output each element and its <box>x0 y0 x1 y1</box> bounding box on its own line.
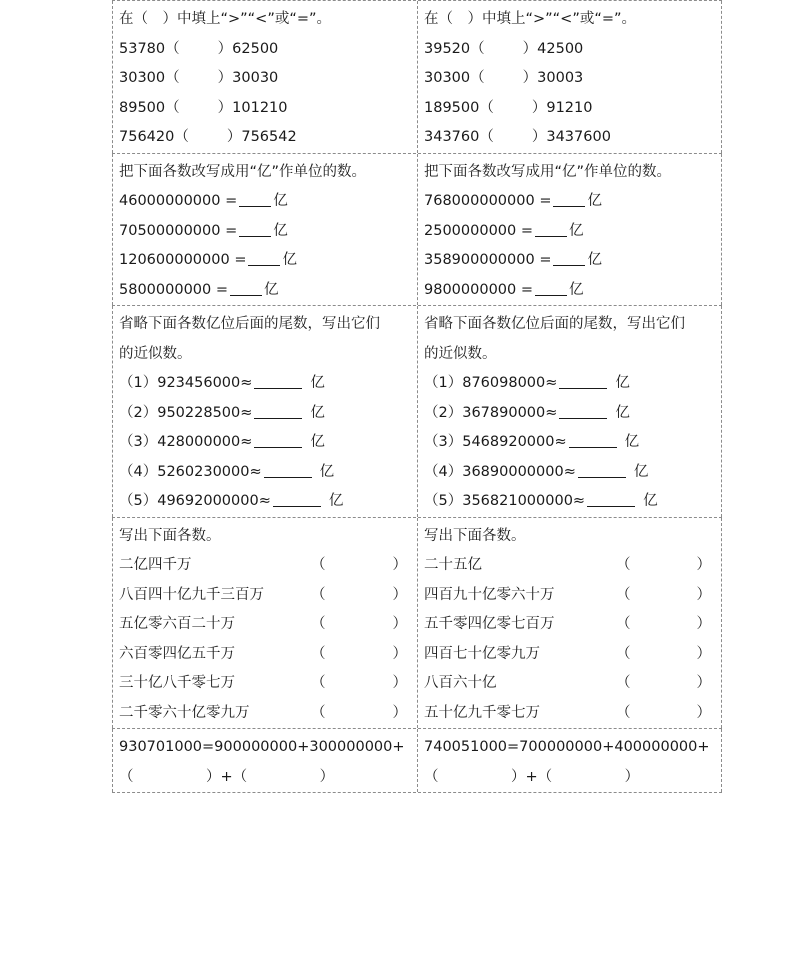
write-item: 四百九十亿零六十万 （ ） <box>424 586 711 603</box>
instruction: 在（ ）中填上“>”“<”或“=”。 <box>119 11 332 27</box>
answer-blank[interactable] <box>230 281 262 296</box>
answer-blank[interactable] <box>578 463 626 478</box>
equation-tail: （ ）+（ ） <box>119 768 335 785</box>
rewrite-item: 9800000000 = 亿 <box>424 281 584 298</box>
compare-item: 756420（ ）756542 <box>119 129 297 145</box>
write-item: 八百四十亿九千三百万 （ ） <box>119 586 407 603</box>
answer-blank[interactable] <box>254 433 302 448</box>
write-item: 六百零四亿五千万 （ ） <box>119 645 407 662</box>
write-item: 八百六十亿 （ ） <box>424 675 711 691</box>
write-section <box>112 518 722 730</box>
answer-blank[interactable] <box>248 251 280 266</box>
instruction: 写出下面各数。 <box>119 527 221 544</box>
decompose-section <box>112 729 722 793</box>
compare-section <box>112 0 722 154</box>
instruction: 写出下面各数。 <box>424 527 526 544</box>
approx-right <box>417 306 722 517</box>
answer-blank[interactable] <box>535 222 567 237</box>
write-left <box>112 518 417 729</box>
answer-blank[interactable] <box>587 492 635 507</box>
instruction: 省略下面各数亿位后面的尾数，写出它们 <box>424 316 685 332</box>
write-item: 三十亿八千零七万 （ ） <box>119 675 407 691</box>
approx-item: （5）356821000000≈ 亿 <box>424 493 658 509</box>
write-item: 二亿四千万 （ ） <box>119 557 407 573</box>
approx-item: （4）5260230000≈ 亿 <box>119 463 335 480</box>
equation: 740051000=700000000+400000000+ <box>424 739 710 755</box>
approx-item: （4）36890000000≈ 亿 <box>424 463 649 480</box>
answer-blank[interactable] <box>239 222 271 237</box>
answer-blank[interactable] <box>553 192 585 207</box>
answer-blank[interactable] <box>264 463 312 478</box>
approx-item: （1）923456000≈ 亿 <box>119 375 325 391</box>
answer-blank[interactable] <box>239 192 271 207</box>
compare-left <box>112 1 417 153</box>
rewrite-item: 70500000000 = 亿 <box>119 222 288 239</box>
rewrite-section <box>112 154 722 307</box>
equation-tail: （ ）+（ ） <box>424 768 640 785</box>
approx-section <box>112 306 722 518</box>
write-item: 五十亿九千零七万 （ ） <box>424 704 711 721</box>
rewrite-item: 2500000000 = 亿 <box>424 222 584 239</box>
write-item: 五亿零六百二十万 （ ） <box>119 616 407 632</box>
rewrite-right <box>417 154 722 306</box>
answer-blank[interactable] <box>535 281 567 296</box>
approx-item: （1）876098000≈ 亿 <box>424 375 630 391</box>
approx-item: （3）5468920000≈ 亿 <box>424 434 640 450</box>
write-item: 五千零四亿零七百万 （ ） <box>424 616 711 632</box>
rewrite-item: 358900000000 = 亿 <box>424 252 602 268</box>
approx-item: （2）950228500≈ 亿 <box>119 404 325 421</box>
write-item: 二千零六十亿零九万 （ ） <box>119 704 407 721</box>
instruction: 把下面各数改写成用“亿”作单位的数。 <box>119 163 367 180</box>
compare-item: 89500（ ）101210 <box>119 99 288 116</box>
write-right <box>417 518 722 729</box>
compare-item: 343760（ ）3437600 <box>424 129 611 145</box>
compare-item: 189500（ ）91210 <box>424 99 593 116</box>
instruction: 的近似数。 <box>424 345 497 362</box>
answer-blank[interactable] <box>559 374 607 389</box>
compare-item: 39520（ ）42500 <box>424 40 584 57</box>
compare-right <box>417 1 722 153</box>
answer-blank[interactable] <box>254 374 302 389</box>
decompose-right <box>417 729 722 792</box>
instruction: 在（ ）中填上“>”“<”或“=”。 <box>424 11 637 27</box>
rewrite-left <box>112 154 417 306</box>
answer-blank[interactable] <box>559 404 607 419</box>
compare-item: 30300（ ）30030 <box>119 70 279 86</box>
approx-item: （5）49692000000≈ 亿 <box>119 493 344 509</box>
write-item: 四百七十亿零九万 （ ） <box>424 645 711 662</box>
answer-blank[interactable] <box>273 492 321 507</box>
rewrite-item: 46000000000 = 亿 <box>119 193 288 209</box>
equation: 930701000=900000000+300000000+ <box>119 739 405 755</box>
decompose-left <box>112 729 417 792</box>
write-item: 二十五亿 （ ） <box>424 557 711 573</box>
instruction: 的近似数。 <box>119 345 192 362</box>
approx-left <box>112 306 417 517</box>
rewrite-item: 120600000000 = 亿 <box>119 252 297 268</box>
rewrite-item: 768000000000 = 亿 <box>424 193 602 209</box>
rewrite-item: 5800000000 = 亿 <box>119 281 279 298</box>
answer-blank[interactable] <box>254 404 302 419</box>
answer-blank[interactable] <box>553 251 585 266</box>
answer-blank[interactable] <box>569 433 617 448</box>
worksheet <box>112 0 722 793</box>
instruction: 把下面各数改写成用“亿”作单位的数。 <box>424 163 672 180</box>
compare-item: 30300（ ）30003 <box>424 70 584 86</box>
instruction: 省略下面各数亿位后面的尾数，写出它们 <box>119 316 380 332</box>
approx-item: （2）367890000≈ 亿 <box>424 404 630 421</box>
approx-item: （3）428000000≈ 亿 <box>119 434 325 450</box>
compare-item: 53780（ ）62500 <box>119 40 279 57</box>
